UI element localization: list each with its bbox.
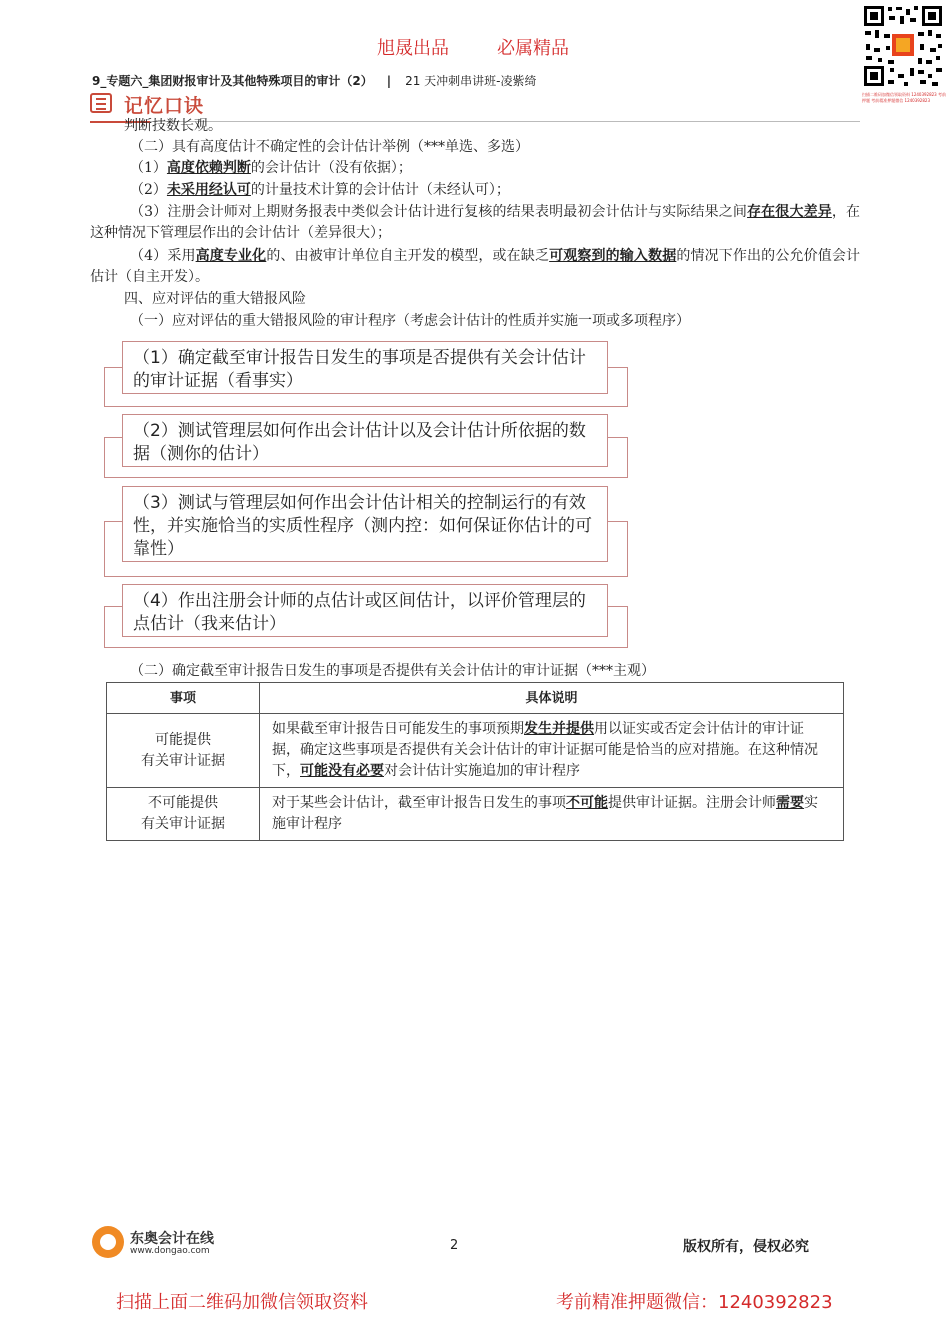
- course-title: 9_专题六_集团财报审计及其他特殊项目的审计（2）: [92, 74, 373, 88]
- promo-left: 扫描上面二维码加微信领取资料: [116, 1292, 368, 1313]
- header-separator: |: [386, 74, 392, 88]
- evidence-table: [106, 682, 844, 841]
- table-cell-item: 不可能提供 有关审计证据: [107, 788, 260, 841]
- heading-examples: （二）具有高度估计不确定性的会计估计举例（***单选、多选）: [130, 139, 529, 155]
- promo-right: 考前精准押题微信：1240392823: [556, 1292, 833, 1313]
- copyright: 版权所有，侵权必究: [683, 1239, 809, 1255]
- logo-url: www.dongao.com: [130, 1246, 210, 1256]
- list-icon: [90, 93, 112, 113]
- table-header-item: 事项: [107, 683, 260, 714]
- brand-left: 旭晟出品: [377, 38, 449, 59]
- table-row: [107, 788, 844, 841]
- table-row: [107, 714, 844, 788]
- procedure-box: （2）测试管理层如何作出会计估计以及会计估计所依据的数据（测你的估计）: [122, 414, 608, 467]
- procedure-box: （4）作出注册会计师的点估计或区间估计，以评价管理层的点估计（我来估计）: [122, 584, 608, 637]
- qr-note: 扫描二维码加微信领取资料 1240392823 考前押题 考前精准押题微信 1240392823: [862, 92, 946, 103]
- procedure-box: （3）测试与管理层如何作出会计估计相关的控制运行的有效性，并实施恰当的实质性程序（测内控：如何保证你估计的可靠性）: [122, 486, 608, 562]
- logo-name: 东奥会计在线: [130, 1231, 214, 1247]
- example-item-3: （3）注册会计师对上期财务报表中类似会计估计进行复核的结果表明最初会计估计与实际结果之间存在很大差异，在这种情况下管理层作出的会计估计（差异很大）；: [90, 204, 861, 241]
- page-number: 2: [450, 1238, 459, 1253]
- mnemonic-line: 判断技数长观。: [124, 118, 222, 134]
- heading-response: 四、应对评估的重大错报风险: [124, 291, 306, 307]
- subheading-procedures: （一）应对评估的重大错报风险的审计程序（考虑会计估计的性质并实施一项或多项程序）: [130, 313, 690, 329]
- brand-right: 必属精品: [497, 38, 569, 59]
- qr-code-icon: [862, 4, 944, 88]
- subheading-evidence: （二）确定截至审计报告日发生的事项是否提供有关会计估计的审计证据（***主观）: [130, 663, 655, 679]
- logo-icon: [92, 1226, 124, 1258]
- table-cell-description: 如果截至审计报告日可能发生的事项预期发生并提供用以证实或否定会计估计的审计证据，确定这些事项是否提供有关会计估计的审计证据可能是恰当的应对措施。在这种情况下，可能没有必要对会计估计实施追加的审计程序: [260, 714, 844, 788]
- course-header: [92, 72, 537, 89]
- example-item-1: （1）高度依赖判断的会计估计（没有依据）；: [130, 160, 412, 176]
- procedure-box: （1）确定截至审计报告日发生的事项是否提供有关会计估计的审计证据（看事实）: [122, 341, 608, 394]
- table-cell-description: 对于某些会计估计，截至审计报告日发生的事项不可能提供审计证据。注册会计师需要实施审计程序: [260, 788, 844, 841]
- course-subtitle: 21 天冲刺串讲班-凌紫绮: [405, 74, 537, 88]
- example-item-4: （4）采用高度专业化的、由被审计单位自主开发的模型，或在缺乏可观察到的输入数据的情况下作出的公允价值会计估计（自主开发）。: [90, 248, 861, 285]
- table-header-description: 具体说明: [260, 683, 844, 714]
- example-item-2: （2）未采用经认可的计量技术计算的会计估计（未经认可）；: [130, 182, 510, 198]
- table-header-row: [107, 683, 844, 714]
- section-title: 记忆口诀: [124, 95, 205, 117]
- table-cell-item: 可能提供 有关审计证据: [107, 714, 260, 788]
